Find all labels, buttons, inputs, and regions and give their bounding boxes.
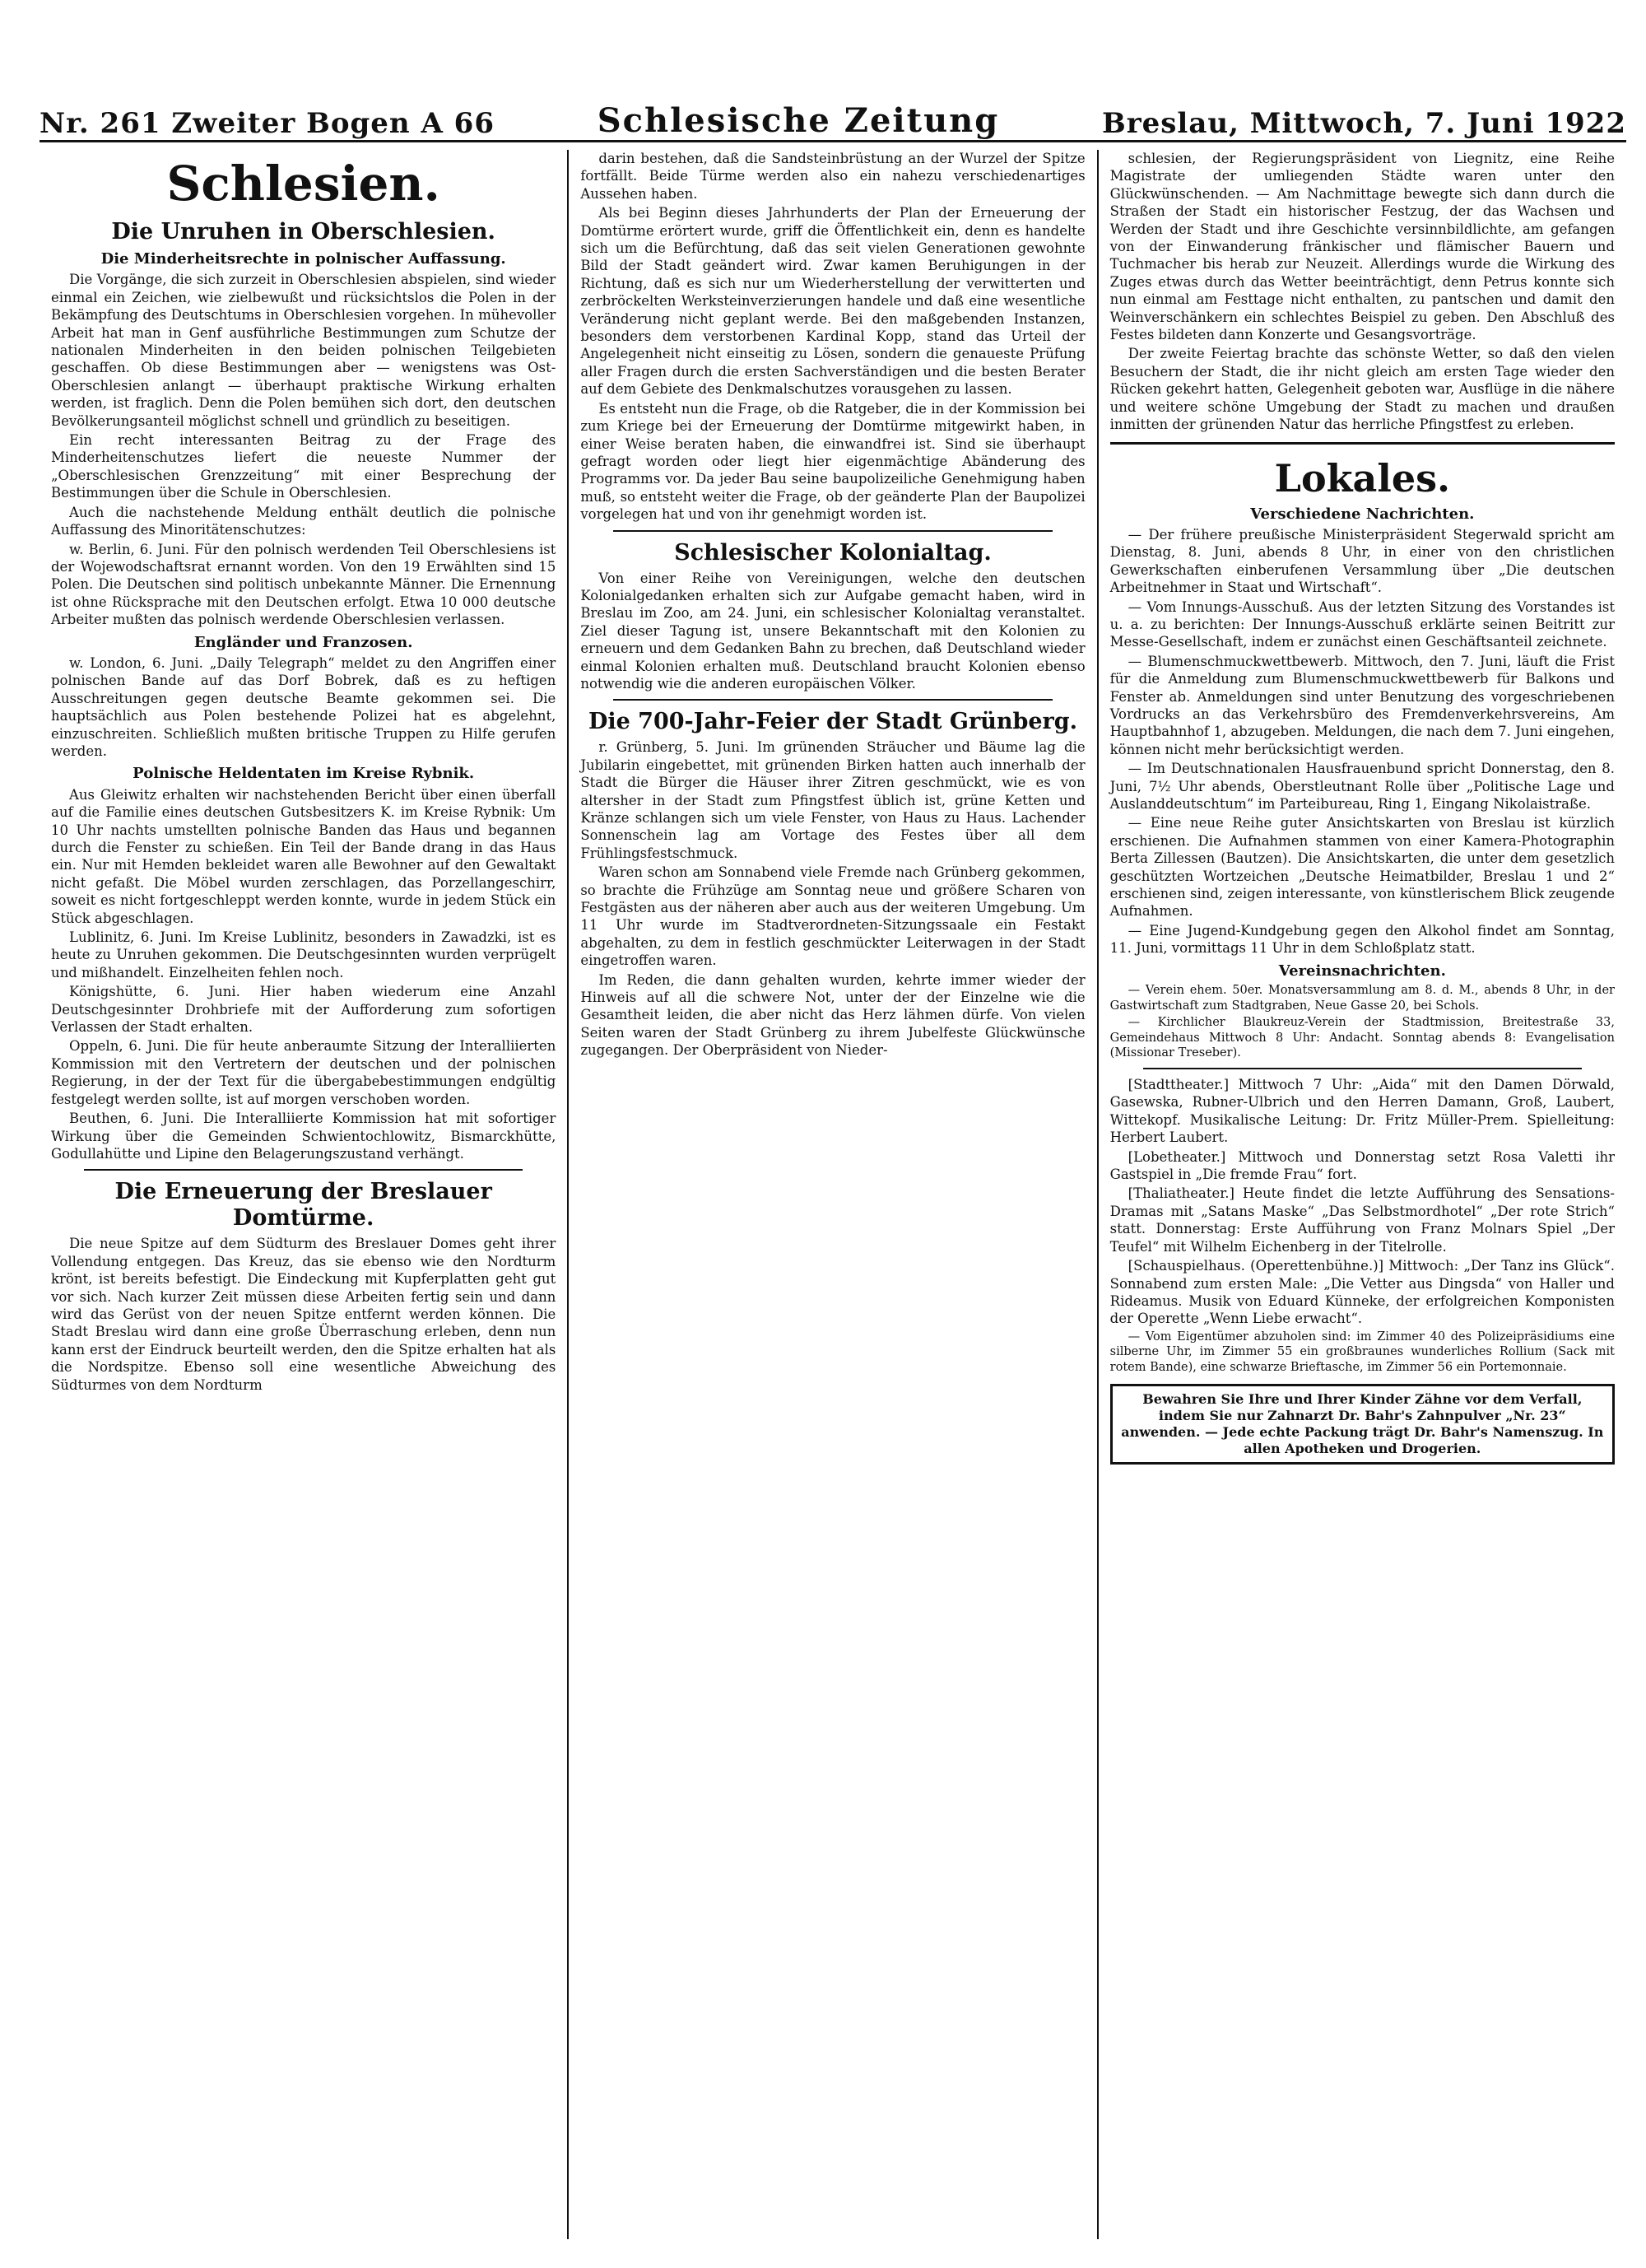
masthead [40, 91, 1626, 142]
newspaper-page [40, 91, 1626, 2239]
date-line: Breslau, Mittwoch, 7. Juni 1922 [1101, 107, 1626, 140]
theater-notice: [Thaliatheater.] Heute findet die letzte Aufführung des Sensations-Dramas mit „Satans Maske“ „Das Selbstmordhotel“ „Der rote Strich“ statt. Donnerstag: Erste Aufführung von Franz Molnars Spiel „Der Teufel“ mit Wilhelm Eichenberg in der Titelrolle. [1109, 1185, 1615, 1255]
newspaper-title: Schlesische Zeitung [597, 101, 1000, 140]
section-title-lokales: Lokales. [1274, 455, 1450, 501]
divider [1143, 1068, 1582, 1069]
divider [1110, 442, 1615, 445]
article-paragraph: — Im Deutschnationalen Hausfrauenbund spricht Donnerstag, den 8. Juni, 7½ Uhr abends, Oberstleutnant Rolle über „Politische Lage und Auslanddeutschtum“ im Parteibureau, Ring 1, Eingang Nikolaistraße. [1109, 761, 1615, 812]
article-paragraph: — Eine Jugend-Kundgebung gegen den Alkohol findet am Sonntag, 11. Juni, vormittags 11 Uhr in dem Schloßplatz statt. [1109, 922, 1615, 957]
column-1 [40, 150, 569, 2239]
article-paragraph: Ein recht interessanten Beitrag zu der Frage des Minderheitenschutzes liefert die neueste Nummer der „Oberschlesischen Grenzzeitung“ mit einer Besprechung der Bestimmungen über die Schule in Oberschlesien. [51, 432, 556, 501]
article-paragraph: Auch die nachstehende Meldung enthält deutlich die polnische Auffassung des Minoritätenschutzes: [51, 504, 556, 538]
subheadline-nachrichten: Verschiedene Nachrichten. [1250, 505, 1475, 523]
article-paragraph: Als bei Beginn dieses Jahrhunderts der Plan der Erneuerung der Domtürme erörtert wurde, griff die Öffentlichkeit ein, denn es handelte sich um die Befürchtung, daß das seit vielen Generationen gewohnte Bild der Stadt geändert wird. Zwar kamen Beruhigungen in der Richtung, daß es sich nur um Wiederherstellung der verwitterten und zerbröckelten Werksteinverzierungen handele und daß eine wesentliche Veränderung nicht geplant werde. Bei den maßgebenden Instanzen, besonders dem verstorbenen Kardinal Kopp, stand das Urteil der Angelegenheit nicht einseitig zu Lösen, sondern die genaueste Prüfung aller Fragen durch die ersten Sachverständigen und die besten Berater auf dem Gebiete des Denkmalschutzes vorausgehen zu lassen. [580, 205, 1086, 398]
article-paragraph: Von einer Reihe von Vereinigungen, welche den deutschen Kolonialgedanken erhalten sich zur Aufgabe gemacht haben, wird in Breslau im Zoo, am 24. Juni, ein schlesischer Kolonialtag veranstaltet. Ziel dieser Tagung ist, unsere Bekanntschaft mit den Kolonien zu erneuern und dem Gedanken Bahn zu brechen, daß Deutschland wieder einmal Kolonien erhalten muß. Deutschland braucht Kolonien ebenso notwendig wie die anderen europäischen Völker. [580, 570, 1086, 692]
theater-notice: [Lobetheater.] Mittwoch und Donnerstag setzt Rosa Valetti ihr Gastspiel in „Die fremde Frau“ fort. [1109, 1148, 1615, 1183]
headline-kolonialtag: Schlesischer Kolonialtag. [674, 539, 992, 566]
subheadline-englaender: Engländer und Franzosen. [193, 633, 413, 651]
divider [613, 530, 1052, 532]
article-paragraph: Die Vorgänge, die sich zurzeit in Oberschlesien abspielen, sind wieder einmal ein Zeichen, wie zielbewußt und rücksichtslos die Polen in der Bekämpfung des Deutschtums in Oberschlesien vorgehen. In mühevoller Arbeit hat man in Genf ausführliche Bestimmungen zum Schutze der nationalen Minderheiten in den beiden polnischen Teilgebieten geschaffen. Ob diese Bestimmungen aber — wenigstens was Ost-Oberschlesien anlangt — überhaupt praktische Wirkung erhalten werden, ist fraglich. Denn die Polen bemühen sich dort, den deutschen Bevölkerungsanteil möglichst schnell und gründlich zu beseitigen. [51, 272, 556, 429]
small-print-block [1110, 1330, 1615, 1376]
divider [84, 1169, 523, 1171]
headline-domtuerme: Die Erneuerung der Breslauer Domtürme. [114, 1179, 492, 1232]
article-paragraph: w. Berlin, 6. Juni. Für den polnisch werdenden Teil Oberschlesiens ist der Wojewodschaftsrat ernannt worden. Von den 19 Erwählten sind 15 Polen. Die Deutschen sind politisch unbekannte Männer. Die Ernennung ist ohne Rücksprache mit den Deutschen erfolgt. Etwa 10 000 deutsche Arbeiter mußten das polnisch werdende Oberschlesien verlassen. [51, 541, 556, 628]
article-paragraph: Der zweite Feiertag brachte das schönste Wetter, so daß den vielen Besuchern der Stadt, die ihr nicht gleich am ersten Tage wieder den Rücken gekehrt hatten, Gelegenheit geboten war, Ausflüge in die nähere und weitere schöne Umgebung der Stadt zu machen und draußen inmitten der grünenden Natur das herrliche Pfingstfest zu erleben. [1109, 346, 1615, 433]
theater-notice: [Schauspielhaus. (Operettenbühne.)] Mittwoch: „Der Tanz ins Glück“. Sonnabend zum ersten Male: „Die Vetter aus Dingsda“ von Haller und Rideamus. Musik von Eduard Künneke, der erfolgreichen Komponisten der Operette „Wenn Liebe erwacht“. [1109, 1258, 1615, 1327]
article-paragraph: — Eine neue Reihe guter Ansichtskarten von Breslau ist kürzlich erschienen. Die Aufnahmen stammen von einer Kamera-Photographin Berta Zillessen (Bautzen). Die Ansichtskarten, die unter dem gesetzlich geschützten Wortzeichen „Deutsche Heimatbilder, Breslau 1 und 2“ erschienen sind, zeigen interessante, von künstlerischem Blick zeugende Aufnahmen. [1109, 815, 1615, 920]
article-paragraph: Waren schon am Sonnabend viele Fremde nach Grünberg gekommen, so brachte die Frühzüge am Sonntag neue und größere Scharen von Festgästen aus der näheren aber auch aus der weiteren Umgebung. Um 11 Uhr wurde im Stadtverordneten-Sitzungssaale ein Festakt abgehalten, zu dem in festlich geschmückter Leiterwagen in der Stadt eingetroffen waren. [580, 864, 1086, 969]
headline-gruenberg: Die 700-Jahr-Feier der Stadt Grünberg. [588, 709, 1078, 735]
theater-notice: [Stadttheater.] Mittwoch 7 Uhr: „Aida“ mit den Damen Dörwald, Gasewska, Rubner-Ulbrich und den Herren Damann, Groß, Laubert, Wittekopf. Musikalische Leitung: Dr. Fritz Müller-Prem. Spielleitung: Herbert Laubert. [1109, 1077, 1615, 1146]
article-paragraph: — Verein ehem. 50er. Monatsversammlung am 8. d. M., abends 8 Uhr, in der Gastwirtschaft zum Stadtgraben, Neue Gasse 20, bei Schols. [1109, 984, 1615, 1013]
small-print-block [1110, 983, 1615, 1061]
columns [40, 150, 1626, 2239]
article-paragraph: Königshütte, 6. Juni. Hier haben wiederum eine Anzahl Deutschgesinnter Drohbriefe mit der Aufforderung zum sofortigen Verlassen der Stadt erhalten. [51, 984, 556, 1036]
article-paragraph: Oppeln, 6. Juni. Die für heute anberaumte Sitzung der Interalliierten Kommission mit den Vertretern der deutschen und der polnischen Regierung, in der der Text für die übergabebestimmungen endgültig festgelegt werden sollte, ist auf morgen verschoben worden. [51, 1038, 556, 1107]
article-paragraph: w. London, 6. Juni. „Daily Telegraph“ meldet zu den Angriffen einer polnischen Bande auf das Dorf Bobrek, daß es zu heftigen Ausschreitungen gegen deutsche Beamte gekommen sei. Die hauptsächlich aus Polen bestehende Polizei hat es abgelehnt, einzuschreiten. Schließlich mußten britische Truppen zu Hilfe gerufen werden. [51, 654, 556, 759]
section-title-schlesien: Schlesien. [166, 156, 440, 212]
article-paragraph: Beuthen, 6. Juni. Die Interalliierte Kommission hat mit sofortiger Wirkung über die Gemeinden Schwientochlowitz, Bismarckhütte, Godullahütte und Lipine den Belagerungszustand verhängt. [51, 1111, 556, 1162]
subheadline-vereinsnachrichten: Vereinsnachrichten. [1278, 962, 1446, 980]
subheadline-minderheitsrechte: Die Minderheitsrechte in polnischer Auffassung. [100, 250, 506, 268]
article-paragraph: — Kirchlicher Blaukreuz-Verein der Stadtmission, Breitestraße 33, Gemeindehaus Mittwoch 8 Uhr: Andacht. Sonntag abends 8: Evangelisation (Missionar Treseber). [1109, 1016, 1615, 1060]
divider [613, 699, 1052, 701]
article-paragraph: — Der frühere preußische Ministerpräsident Stegerwald spricht am Dienstag, 8. Juni, abends 8 Uhr, in einer von den christlichen Gewerkschaften einberufenen Versammlung über „Die deutschen Arbeitnehmer in Staat und Wirtschaft“. [1109, 526, 1615, 596]
issue-number: Nr. 261 Zweiter Bogen A 66 [40, 107, 495, 140]
advertisement-box: Bewahren Sie Ihre und Ihrer Kinder Zähne vor dem Verfall, indem Sie nur Zahnarzt Dr. Bahr's Zahnpulver „Nr. 23“ anwenden. — Jede echte Packung trägt Dr. Bahr's Namenszug. In allen Apotheken und Drogerien. [1110, 1384, 1615, 1465]
article-paragraph: Im Reden, die dann gehalten wurden, kehrte immer wieder der Hinweis auf all die schwere Not, unter der der Einzelne wie die Gesamtheit leiden, die aber nicht das Herz lähmen dürfe. Von vielen Seiten waren der Stadt Grünberg zu ihrem Jubelfeste Glückwünsche zugegangen. Der Oberpräsident von Nieder- [580, 971, 1086, 1059]
article-paragraph: Die neue Spitze auf dem Südturm des Breslauer Domes geht ihrer Vollendung entgegen. Das Kreuz, das sie ebenso wie den Nordturm krönt, ist bereits befestigt. Die Eindeckung mit Kupferplatten geht gut vor sich. Nach kurzer Zeit müssen diese Arbeiten fertig sein und dann wird das Gerüst von der neuen Spitze entfernt werden können. Die Stadt Breslau wird dann eine große Überraschung erleben, denn nun kann erst der Eindruck beurteilt werden, den die Spitze erhalten hat als die Nordspitze. Ebenso soll eine wesentliche Abweichung des Südturmes von dem Nordturm [51, 1236, 556, 1393]
column-3 [1099, 150, 1626, 2239]
article-paragraph: Lublinitz, 6. Juni. Im Kreise Lublinitz, besonders in Zawadzki, ist es heute zu Unruhen gekommen. Die Deutschgesinnten wurden verprügelt und mißhandelt. Einzelheiten fehlen noch. [51, 929, 556, 980]
article-paragraph: — Blumenschmuckwettbewerb. Mittwoch, den 7. Juni, läuft die Frist für die Anmeldung zum Blumenschmuckwettbewerb für Balkons und Fenster ab. Anmeldungen sind unter Benutzung des vorgeschriebenen Vordrucks an das Verkehrsbüro des Fremdenverkehrsvereins, Am Hauptbahnhof 1, abzugeben. Meldungen, die nach dem 7. Juni eingehen, können nicht mehr berücksichtigt werden. [1109, 653, 1615, 757]
subheadline-heldentaten: Polnische Heldentaten im Kreise Rybnik. [133, 765, 475, 783]
article-paragraph: Es entsteht nun die Frage, ob die Ratgeber, die in der Kommission bei zum Kriege bei der Erneuerung der Domtürme mitgewirkt haben, in einer Weise beraten haben, die einwandfrei ist. Sind sie überhaupt gefragt worden oder liegt hier eigenmächtige Abänderung des Programms vor. Da jeder Bau seine baupolizeiliche Genehmigung haben muß, so entsteht weiter die Frage, ob der geänderte Plan der Baupolizei vorgelegen hat und von ihr genehmigt worden ist. [580, 400, 1086, 523]
article-paragraph: darin bestehen, daß die Sandsteinbrüstung an der Wurzel der Spitze fortfällt. Beide Türme werden also ein nahezu verschiedenartiges Aussehen haben. [580, 151, 1086, 202]
headline-unruhen: Die Unruhen in Oberschlesien. [111, 219, 495, 244]
article-paragraph: — Vom Eigentümer abzuholen sind: im Zimmer 40 des Polizeipräsidiums eine silberne Uhr, im Zimmer 55 ein großbraunes wunderliches Rollium (Sack mit rotem Bande), eine schwarze Brieftasche, im Zimmer 56 ein Portemonnaie. [1109, 1330, 1615, 1374]
column-2 [569, 150, 1098, 2239]
article-paragraph: schlesien, der Regierungspräsident von Liegnitz, eine Reihe Magistrate der umliegenden Städte waren unter den Glückwünschenden. — Am Nachmittage bewegte sich dann durch die Straßen der Stadt ein historischer Festzug, der das Wachsen und Werden der Stadt und ihre Geschichte versinnbildlichte, am gefangen von der Einwanderung fränkischer und flämischer Bauern und Tuchmacher bis herab zur Neuzeit. Allerdings wurde die Wirkung des Zuges etwas durch das Wetter beeinträchtigt, denn Petrus konnte sich nun einmal am Festtage nicht enthalten, zu pantschen und damit den Weinverschänkern ein schlechtes Beispiel zu geben. Den Abschluß des Festes bildeten dann Konzerte und Gesangsvorträge. [1109, 151, 1615, 343]
article-paragraph: r. Grünberg, 5. Juni. Im grünenden Sträucher und Bäume lag die Jubilarin eingebettet, mit grünenden Birken hatten auch innerhalb der Stadt die Bürger die Häuser ihrer Zitren geschmückt, wie es von altersher in der Stadt zum Pfingstfest üblich ist, grüne Ketten und Kränze schlangen sich um viele Fenster, von Haus zu Haus. Lachender Sonnenschein lag am Vortage des Festes über all dem Frühlingsfestschmuck. [580, 739, 1086, 861]
article-paragraph: — Vom Innungs-Ausschuß. Aus der letzten Sitzung des Vorstandes ist u. a. zu berichten: Der Innungs-Ausschuß erklärte seinen Beitritt zur Messe-Gesellschaft, indem er zunächst einen Geschäftsanteil zeichnete. [1109, 598, 1615, 650]
article-paragraph: Aus Gleiwitz erhalten wir nachstehenden Bericht über einen überfall auf die Familie eines deutschen Gutsbesitzers K. im Kreise Rybnik: Um 10 Uhr nachts umstellten polnische Banden das Haus und begannen durch die Fenster zu schießen. Ein Teil der Bande drang in das Haus ein. Nur mit Hemden bekleidet waren alle Bewohner auf den Gewaltakt nicht gefaßt. Die Möbel wurden zerschlagen, das Porzellangeschirr, soweit es nicht fortgeschleppt werden konnte, wurde in jedem Stück ein Stück abgeschlagen. [51, 786, 556, 926]
